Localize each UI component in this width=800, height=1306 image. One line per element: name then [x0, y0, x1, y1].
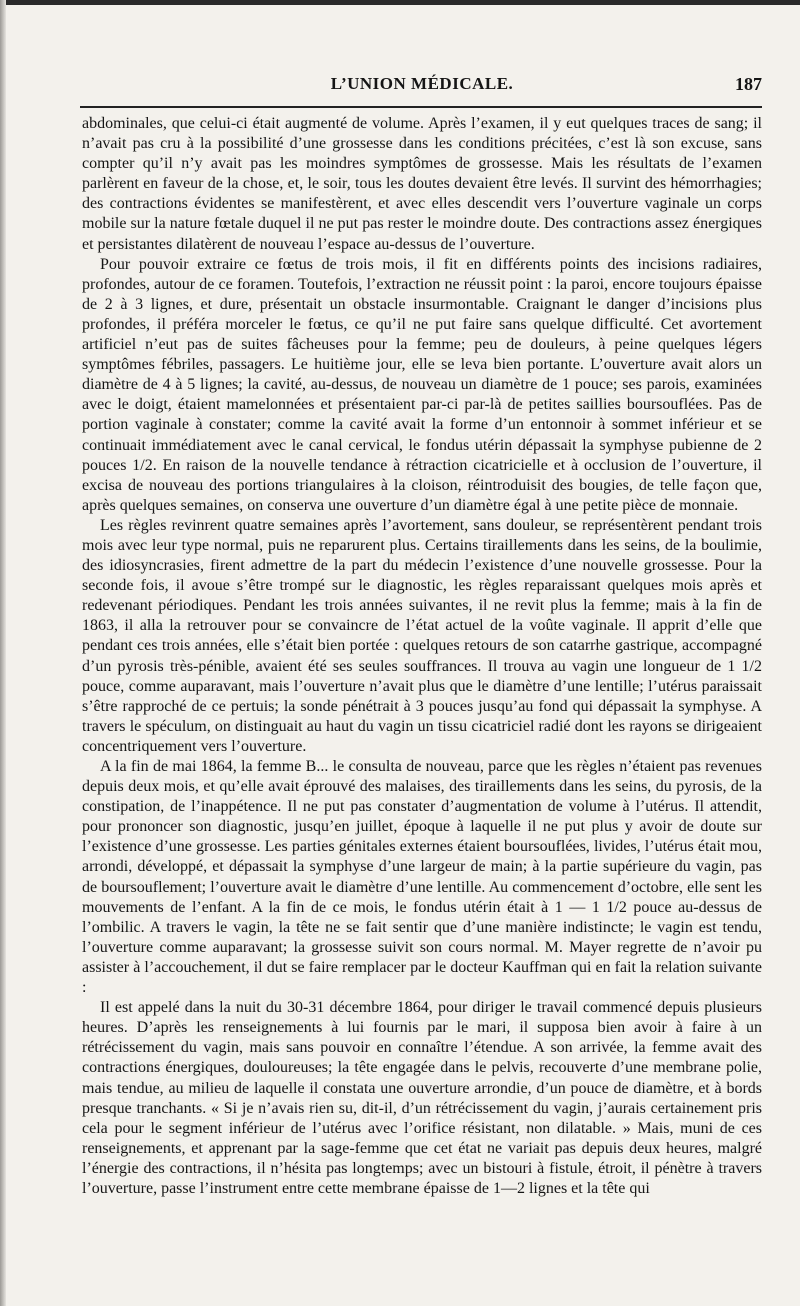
- page-number: 187: [735, 74, 762, 94]
- paragraph: Pour pouvoir extraire ce fœtus de trois mois, il fit en différents points des incisions radiaires, profondes, autour de ce foramen. Toutefois, l’extraction ne réussit point : la paroi, encore toujours épaisse de 2 à 3 lignes, et dure, présentait un obstacle insurmontable. Craignant le danger d’incisions plus profondes, il préféra morceler le fœtus, ce qu’il ne put faire sans quelque difficulté. Cet avortement artificiel n’eut pas de suites fâcheuses pour la femme; peu de douleurs, à peine quelques légers symptômes fébriles, passagers. Le huitième jour, elle se leva bien portante. L’ouverture avait alors un diamètre de 4 à 5 lignes; la cavité, au-dessus, de nouveau un diamètre de 1 pouce; ses parois, examinées avec le doigt, étaient mamelonnées et présentaient par-ci par-là de petites saillies boursouflées. Pas de portion vaginale à constater; comme la cavité avait la forme d’un entonnoir à sommet inférieur et se continuait immédiatement avec le canal cervical, le fondus utérin dépassait la symphyse pubienne de 2 pouces 1/2. En raison de la nouvelle tendance à rétraction cicatricielle et à occlusion de l’ouverture, il excisa de nouveau des portions triangulaires à la cloison, réintroduisit des bougies, de telle façon que, après quelques semaines, on conserva une ouverture d’un diamètre égal à une petite pièce de monnaie.: [82, 255, 762, 514]
- page-header: [82, 74, 762, 102]
- paragraph: Les règles revinrent quatre semaines après l’avortement, sans douleur, se représentèrent pendant trois mois avec leur type normal, puis ne reparurent plus. Certains tiraillements dans les seins, de la boulimie, des idiosyncrasies, firent admettre de la part du médecin l’existence d’une nouvelle grossesse. Pour la seconde fois, il avoue s’être trompé sur le diagnostic, les règles reparaissant quelques mois après et redevenant périodiques. Pendant les trois années suivantes, il ne revit plus la femme; mais à la fin de 1863, il alla la retrouver pour se convaincre de l’état actuel de la voûte vaginale. Il apprit d’elle que pendant ces trois années, elle s’était bien portée : quelques retours de son catarrhe gastrique, accompagné d’un pyrosis très-pénible, avaient été ses seules souffrances. Il trouva au vagin une longueur de 1 1/2 pouce, comme auparavant, mais l’ouverture n’avait plus que le diamètre d’une lentille; l’utérus paraissait s’être rapproché de ce pertuis; la sonde pénétrait à 3 pouces jusqu’au fond qui dépassait la symphyse. A travers le spéculum, on distinguait au haut du vagin un tissu cicatriciel radié dont les rayons se dirigeaient concentriquement vers l’ouverture.: [82, 516, 762, 755]
- header-rule: [80, 106, 762, 108]
- running-title: L’UNION MÉDICALE.: [330, 74, 514, 93]
- paragraph: abdominales, que celui-ci était augmenté de volume. Après l’examen, il y eut quelques traces de sang; il n’avait pas cru à la possibilité d’une grossesse dans les conditions précitées, c’est là son excuse, sans compter qu’il n’y avait pas les moindres symptômes de grossesse. Mais les résultats de l’examen parlèrent en faveur de la chose, et, le soir, tous les doutes devaient être levés. Il survint des hémorrhagies; des contractions évidentes se manifestèrent, et avec elles descendit vers l’ouverture vaginale un corps mobile sur la nature fœtale duquel il ne put pas rester le moindre doute. Des contractions assez énergiques et persistantes dilatèrent de nouveau l’espace au-dessus de l’ouverture.: [82, 115, 762, 253]
- article-body: [82, 114, 762, 1199]
- paragraph: A la fin de mai 1864, la femme B... le consulta de nouveau, parce que les règles n’étaient pas revenues depuis deux mois, et qu’elle avait éprouvé des malaises, des tiraillements dans les seins, du pyrosis, de la constipation, de l’inappétence. Il ne put pas constater d’augmentation de volume à l’utérus. Il attendit, pour prononcer son diagnostic, jusqu’en juillet, époque à laquelle il ne put plus y avoir de doute sur l’existence d’une grossesse. Les parties génitales externes étaient boursouflées, livides, l’utérus était mou, arrondi, développé, et dépassait la symphyse d’une largeur de main; à la partie supérieure du vagin, pas de boursouflement; l’ouverture avait le diamètre d’une lentille. Au commencement d’octobre, elle sent les mouvements de l’enfant. A la fin de ce mois, le fondus utérin était à 1 — 1 1/2 pouce au-dessus de l’ombilic. A travers le vagin, la tête ne se fait sentir que d’une manière indistincte; le vagin est tendu, l’ouverture comme auparavant; la grossesse suivit son cours normal. M. Mayer regrette de n’avoir pu assister à l’accouchement, il dut se faire remplacer par le docteur Kauffman qui en fait la relation suivante :: [82, 758, 762, 997]
- paragraph: Il est appelé dans la nuit du 30-31 décembre 1864, pour diriger le travail commencé depuis plusieurs heures. D’après les renseignements à lui fournis par le mari, il supposa bien avoir à faire à un rétrécissement du vagin, mais sans pouvoir en connaître l’étendue. A son arrivée, la femme avait des contractions énergiques, douloureuses; la tête engagée dans le pelvis, recouverte d’une membrane polie, mais tendue, au milieu de laquelle il constata une ouverture arrondie, d’un pouce de diamètre, et à bords presque tranchants. « Si je n’avais rien su, dit-il, d’un rétrécissement du vagin, j’aurais certainement pris cela pour le segment inférieur de l’utérus avec l’orifice résistant, non dilatable. » Mais, muni de ces renseignements, et apprenant par la sage-femme que cet état ne variait pas depuis deux heures, malgré l’énergie des contractions, il n’hésita pas longtemps; avec un bistouri à fistule, étroit, il pénètre à travers l’ouverture, passe l’instrument entre cette membrane épaisse de 1—2 lignes et la tête qui: [82, 999, 762, 1197]
- scan-top-edge: [0, 0, 800, 5]
- page-gutter-shadow: [0, 0, 6, 1306]
